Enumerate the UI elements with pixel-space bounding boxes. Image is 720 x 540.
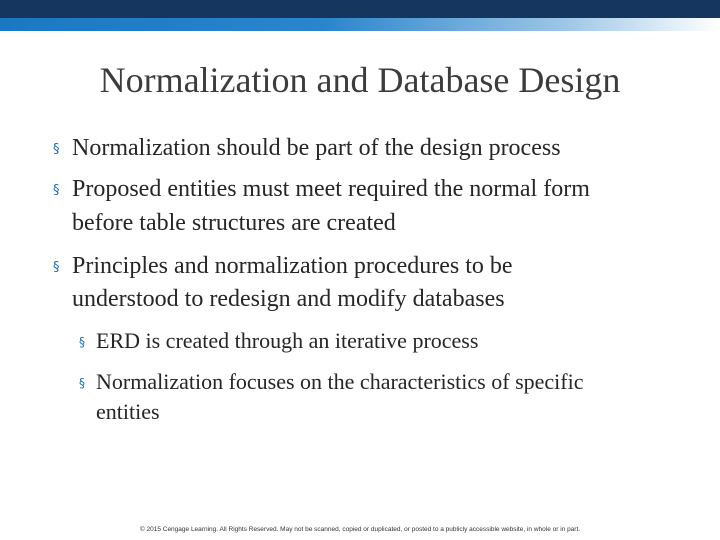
sub-bullet-item-2-line-2: entities [96, 399, 160, 424]
bullet-item-3-line-1: Principles and normalization procedures to be [72, 253, 513, 279]
copyright-footer: © 2015 Cengage Learning. All Rights Reserved. May not be scanned, copied or duplicated, or posted to a publicly accessible website, in whole or in part. [139, 526, 581, 533]
sub-bullet-item-1-line-1: ERD is created through an iterative process [96, 328, 479, 353]
bullet-marker-icon: § [53, 142, 60, 157]
bullet-marker-icon: § [53, 183, 60, 198]
bullet-item-3-line-2: understood to redesign and modify databases [72, 286, 505, 312]
sub-bullet-item-2-line-1: Normalization focuses on the characteristics of specific [96, 369, 584, 394]
bullet-item-1-line-1: Normalization should be part of the design process [72, 135, 561, 161]
header-accent-band [0, 18, 720, 31]
bullet-marker-icon: § [53, 260, 60, 275]
slide-title: Normalization and Database Design [99, 60, 621, 100]
sub-bullet-marker-icon: § [79, 335, 85, 349]
sub-bullet-marker-icon: § [79, 376, 85, 390]
header-dark-bar [0, 0, 720, 18]
bullet-item-2-line-2: before table structures are created [72, 210, 396, 236]
bullet-item-2-line-1: Proposed entities must meet required the normal form [72, 176, 590, 202]
